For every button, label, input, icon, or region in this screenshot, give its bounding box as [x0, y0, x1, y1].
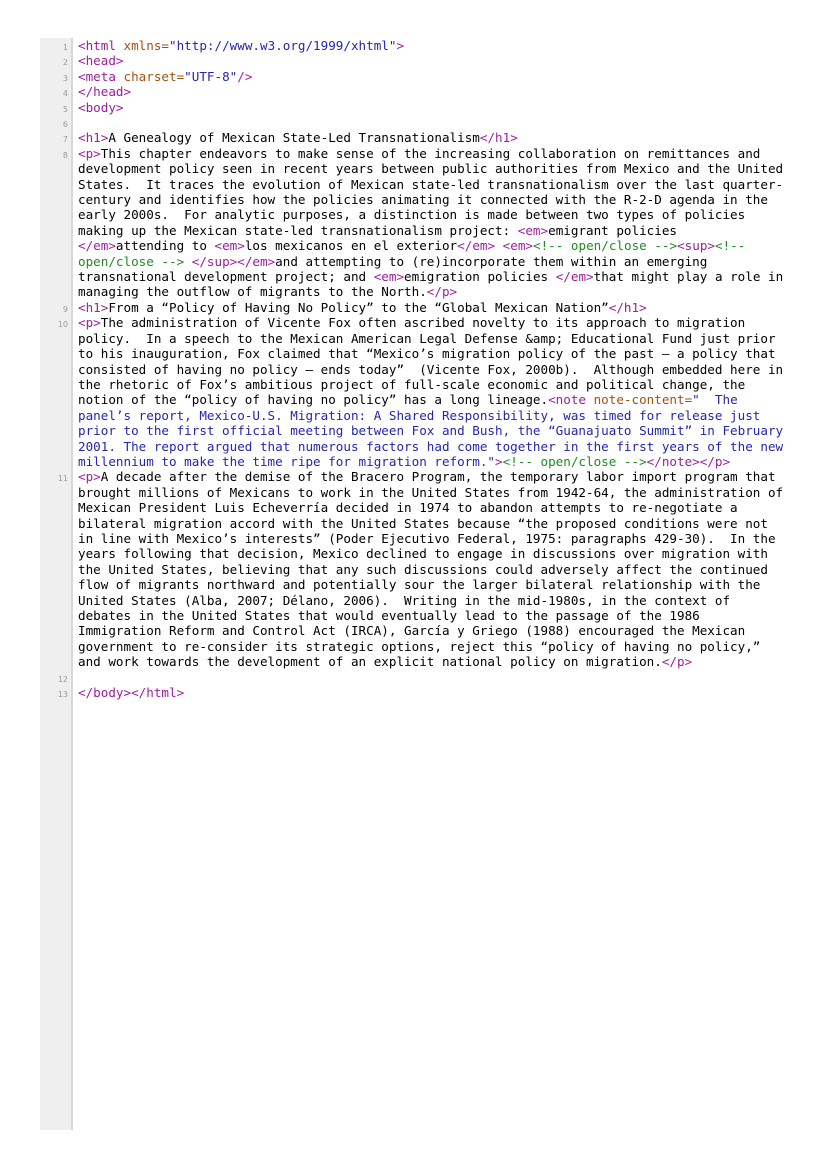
code-line[interactable]	[40, 38, 786, 53]
text-token	[184, 254, 192, 269]
tag-token: <em>	[214, 238, 245, 254]
line-number: 8	[62, 150, 68, 160]
tag-token: </p>	[426, 284, 458, 300]
attribute-token: note-content=	[593, 392, 693, 408]
comment-token: <!-- open/close -->	[502, 453, 647, 469]
tag-token: <h1>	[78, 130, 109, 146]
code-line[interactable]	[40, 685, 786, 700]
text-token: This chapter endeavors to make sense of the increasing collaboration on remittances and development policy seen in recent years between public authorities from Mexico and the United States. It traces the evolution of Mexican state-led transnationalism over the last quarter-century and identifies how the policies animating it connected with the R-2-D agenda in the early 2000s. For analytic purposes, a distinction is made between two types of policies making up the Mexican state-led transnationalism project:	[78, 145, 791, 238]
line-number: 10	[57, 320, 68, 330]
tag-token: </h1>	[608, 299, 647, 315]
line-number: 6	[62, 120, 68, 130]
code-line[interactable]	[40, 115, 786, 130]
line-number: 4	[62, 89, 68, 99]
line-number: 9	[62, 304, 68, 314]
tag-token: <em>	[373, 269, 405, 285]
tag-token: </sup></em>	[191, 253, 276, 269]
line-number: 2	[62, 58, 68, 68]
text-token: From a “Policy of Having No Policy” to the “Global Mexican Nation”	[108, 299, 609, 315]
tag-token: <meta	[78, 68, 124, 84]
tag-token: >	[396, 38, 405, 53]
tag-token: </head>	[78, 84, 132, 100]
comment-token: <!-- open/close -->	[533, 238, 678, 254]
code-line[interactable]	[40, 315, 791, 469]
attribute-token: xmlns=	[123, 38, 169, 53]
code-line[interactable]	[40, 53, 786, 68]
tag-token: <em>	[517, 222, 549, 238]
tag-token: />	[237, 68, 253, 84]
text-token	[495, 238, 503, 253]
text-token: emigration policies	[404, 269, 556, 285]
attribute-value-token: "UTF-8"	[184, 68, 238, 84]
attribute-value-token: "http://www.w3.org/1999/xhtml"	[169, 38, 397, 53]
code-line[interactable]	[40, 69, 786, 84]
tag-token: <em>	[502, 238, 534, 254]
text-token: that might play a role in managing the outflow of migrants to the North.	[78, 269, 791, 300]
tag-token: <p>	[78, 469, 101, 485]
tag-token: </note></p>	[646, 453, 731, 469]
text-token: attending to	[115, 238, 215, 254]
tag-token: <p>	[78, 145, 101, 161]
code-editor[interactable]	[40, 38, 791, 1130]
tag-token: </p>	[661, 654, 693, 670]
code-line[interactable]	[40, 84, 786, 99]
code-area[interactable]	[40, 38, 791, 701]
code-line[interactable]	[40, 670, 786, 685]
text-token: A Genealogy of Mexican State-Led Transnationalism	[108, 130, 480, 146]
line-number: 13	[57, 690, 68, 700]
tag-token: <head>	[78, 53, 124, 69]
code-line[interactable]	[40, 100, 786, 115]
tag-token: <note	[548, 392, 594, 408]
code-line[interactable]	[40, 145, 791, 300]
tag-token: >	[495, 453, 503, 469]
tag-token: </body></html>	[78, 685, 185, 701]
line-number: 5	[62, 104, 68, 114]
text-token: emigrant policies	[548, 222, 685, 238]
tag-token: <h1>	[78, 299, 109, 315]
text-token: los mexicanos en el exterior	[244, 238, 458, 254]
line-number: 7	[62, 135, 68, 145]
tag-token: <body>	[78, 99, 124, 115]
tag-token: <p>	[78, 315, 101, 331]
line-number: 1	[62, 43, 68, 52]
tag-token: </em>	[78, 238, 116, 254]
attribute-value-token: " The panel’s report, Mexico-U.S. Migration: A Shared Responsibility, was timed for release just prior to the first official meeting between Fox and Bush, the “Guanajuato Summit” in February 2001. The report argued that numerous factors had come together in the first years of the new millennium to make the time ripe for migration reform."	[78, 392, 791, 469]
code-line[interactable]	[40, 469, 791, 670]
tag-token: </em>	[555, 269, 594, 285]
text-token: and attempting to (re)incorporate them within an emerging transnational development project; and	[78, 253, 715, 285]
code-line[interactable]	[40, 130, 786, 145]
line-number: 12	[57, 674, 68, 684]
comment-token: <!-- open/close -->	[78, 238, 753, 269]
tag-token: </h1>	[479, 130, 518, 146]
text-token: A decade after the demise of the Bracero Program, the temporary labor import program that brought millions of Mexicans to work in the United States from 1942-64, the administration of Mexican President Luis Echeverría decided in 1974 to abandon attempts to re-negotiate a bilateral migration accord with the United States because “the proposed conditions were not in line with Mexico’s interests” (Poder Ejecutivo Federal, 1975: paragraphs 429-30). In the years following that decision, Mexico declined to engage in discussions over migration with the United States, believing that any such discussions could adversely affect the continued flow of migrants northward and potentially sour the larger bilateral relationship with the United States (Alba, 2007; Délano, 2006). Writing in the mid-1980s, in the context of debates in the United States that would eventually lead to the passage of the 1986 Immigration Reform and Control Act (IRCA), García y Griego (1988) encouraged the Mexican government to re-consider its strategic options, reject this “policy of having no policy,” and work towards the development of an explicit national policy on migration.	[78, 469, 791, 670]
tag-token: </em>	[457, 238, 496, 254]
text-token: The administration of Vicente Fox often ascribed novelty to its approach to migration policy. In a speech to the Mexican American Legal Defense &amp; Educational Fund just prior to his inauguration, Fox claimed that “Mexico’s migration policy of the past – a policy that consisted of having no policy – ends today” (Vicente Fox, 2000b). Although embedded here in the rhetoric of Fox’s ambitious project of full-scale economic and political change, the notion of the “policy of having no policy” has a long lineage.	[78, 315, 791, 408]
attribute-token: charset=	[123, 68, 185, 84]
tag-token: <html	[78, 38, 124, 53]
tag-token: <sup>	[677, 238, 715, 254]
code-line[interactable]	[40, 300, 786, 315]
line-number: 11	[57, 474, 68, 484]
line-number: 3	[62, 73, 68, 83]
